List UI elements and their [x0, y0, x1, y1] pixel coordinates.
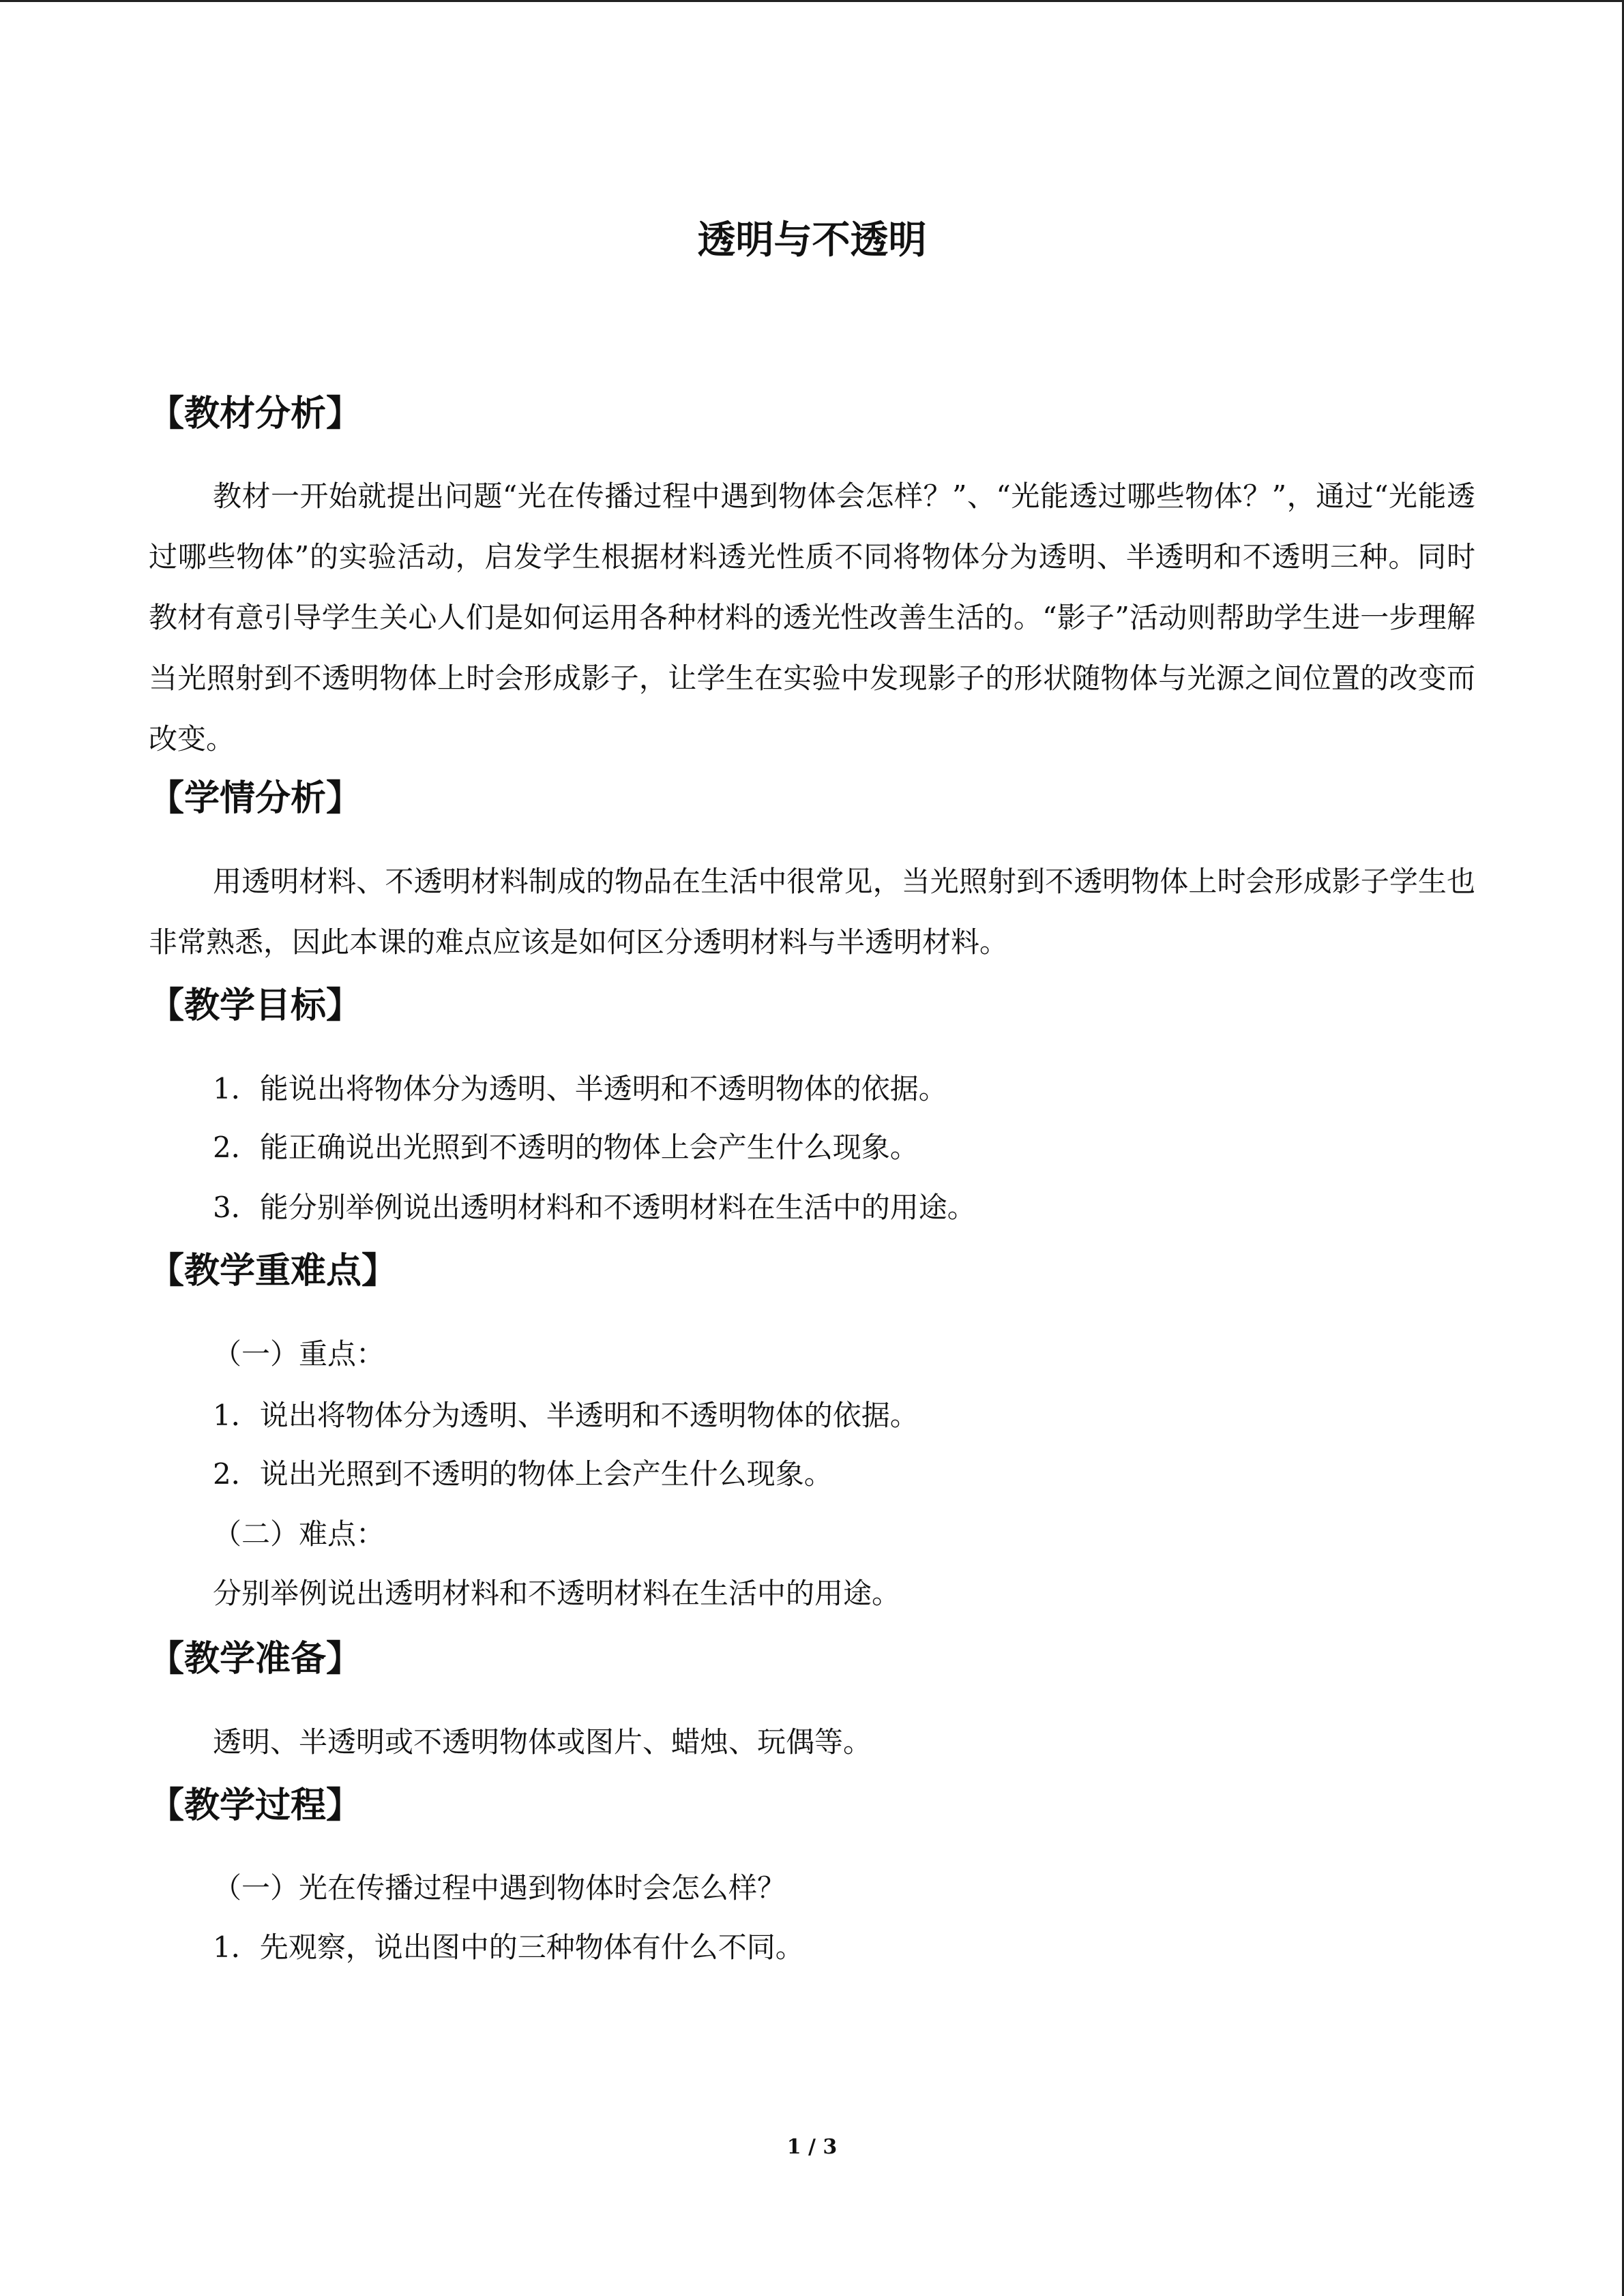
- heading-preparation: 【教学准备】: [149, 1639, 362, 1680]
- heading-objectives: 【教学目标】: [149, 985, 362, 1026]
- preparation-text: 透明、半透明或不透明物体或图片、蜡烛、玩偶等。: [213, 1725, 872, 1759]
- key-point-item-1: 1．说出将物体分为透明、半透明和不透明物体的依据。: [213, 1399, 919, 1432]
- objective-item-1: 1．能说出将物体分为透明、半透明和不透明物体的依据。: [213, 1072, 947, 1105]
- heading-material-analysis: 【教材分析】: [149, 393, 362, 434]
- process-sub-heading: （一）光在传播过程中遇到物体时会怎么样？: [213, 1871, 786, 1905]
- heading-process: 【教学过程】: [149, 1785, 362, 1826]
- student-analysis-paragraph: 用透明材料、不透明材料制成的物品在生活中很常见，当光照射到不透明物体上时会形成影子学生也非常熟悉，因此本课的难点应该是如何区分透明材料与半透明材料。: [149, 865, 1475, 959]
- difficulty-text: 分别举例说出透明材料和不透明材料在生活中的用途。: [213, 1577, 901, 1610]
- key-point-item-2: 2．说出光照到不透明的物体上会产生什么现象。: [213, 1457, 833, 1491]
- heading-student-analysis: 【学情分析】: [149, 778, 362, 819]
- heading-key-points: 【教学重难点】: [149, 1251, 398, 1292]
- page-top-border: [0, 0, 1624, 2]
- page-number: 1 / 3: [786, 2135, 838, 2159]
- material-analysis-paragraph: 教材一开始就提出问题“光在传播过程中遇到物体会怎样？”、“光能透过哪些物体？”，通过“光能透过哪些物体”的实验活动，启发学生根据材料透光性质不同将物体分为透明、半透明和不透明三种。同时教材有意引导学生关心人们是如何运用各种材料的透光性改善生活的。“影子”活动则帮助学生进一步理解当光照射到不透明物体上时会形成影子，让学生在实验中发现影子的形状随物体与光源之间位置的改变而改变。: [149, 479, 1475, 756]
- difficulty-sub-heading: （二）难点：: [213, 1517, 385, 1551]
- process-item-1: 1．先观察，说出图中的三种物体有什么不同。: [213, 1930, 804, 1964]
- objective-item-3: 3．能分别举例说出透明材料和不透明材料在生活中的用途。: [213, 1191, 976, 1224]
- document-title: 透明与不透明: [697, 218, 927, 263]
- key-points-sub-heading: （一）重点：: [213, 1337, 385, 1371]
- objective-item-2: 2．能正确说出光照到不透明的物体上会产生什么现象。: [213, 1131, 919, 1164]
